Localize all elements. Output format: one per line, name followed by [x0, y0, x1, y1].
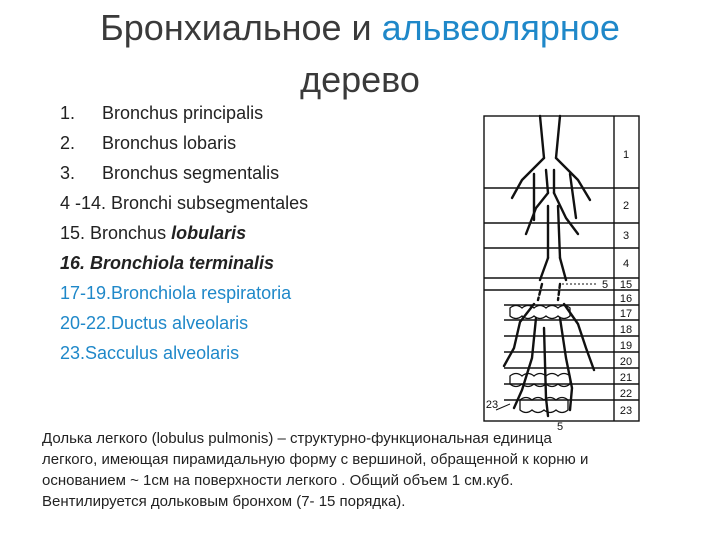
level-label: 19: [619, 340, 633, 352]
level-label: 3: [622, 230, 630, 242]
level-label: 23: [619, 405, 633, 417]
level-label: 20: [619, 356, 633, 368]
title-accent: альвеолярное: [381, 7, 620, 48]
level-label: 15: [619, 279, 633, 291]
list-item-text: Bronchus segmentalis: [102, 163, 280, 183]
bronchial-tree: [504, 116, 594, 416]
list-item-number: 1.: [60, 103, 76, 123]
list-item-emphasis: lobularis: [171, 223, 247, 243]
list-item: [60, 102, 263, 124]
title-part-1: Бронхиальное и: [100, 7, 382, 48]
level-label: 17: [619, 308, 633, 320]
level-label: 4: [622, 258, 630, 270]
list-item: 17-19.Bronchiola respiratoria: [60, 283, 292, 303]
bronchial-tree-diagram: [474, 108, 644, 430]
level-label: 5: [601, 279, 609, 291]
level-label: 1: [622, 149, 630, 161]
list-item: [60, 162, 279, 184]
lobule-description: Долька легкого (lobulus pulmonis) – структурно-функциональная единица легкого, имеющая пирамидальную форму с вершиной, обращенной к корню и основанием ~ 1см на поверхности легкого . Общий объем 1 см.куб. Вентилируется дольковым бронхом (7- 15 порядка).: [42, 430, 589, 510]
list-item-prefix: 15. Bronchus: [60, 223, 172, 243]
level-label: 16: [619, 293, 633, 305]
list-item-text: Bronchus lobaris: [102, 133, 237, 153]
list-item-text: Bronchus principalis: [102, 103, 264, 123]
list-item-number: 2.: [60, 133, 76, 153]
bottom-level-label: 5: [556, 421, 564, 430]
title-line-1: [0, 6, 720, 50]
level-label: 22: [619, 388, 633, 400]
list-item: 4 -14. Bronchi subsegmentales: [60, 193, 309, 213]
title-line-2: дерево: [300, 59, 420, 100]
list-item: 23.Sacculus alveolaris: [60, 343, 240, 363]
list-item: 16. Bronchiola terminalis: [60, 253, 275, 273]
list-item: [60, 222, 246, 244]
list-item: 20-22.Ductus alveolaris: [60, 313, 249, 333]
level-label: 18: [619, 324, 633, 336]
list-item: [60, 132, 236, 154]
list-item-number: 3.: [60, 163, 76, 183]
level-label: 21: [619, 372, 633, 384]
side-level-label: 23: [485, 399, 499, 411]
level-label: 2: [622, 200, 630, 212]
diagram-frame: [484, 116, 639, 421]
